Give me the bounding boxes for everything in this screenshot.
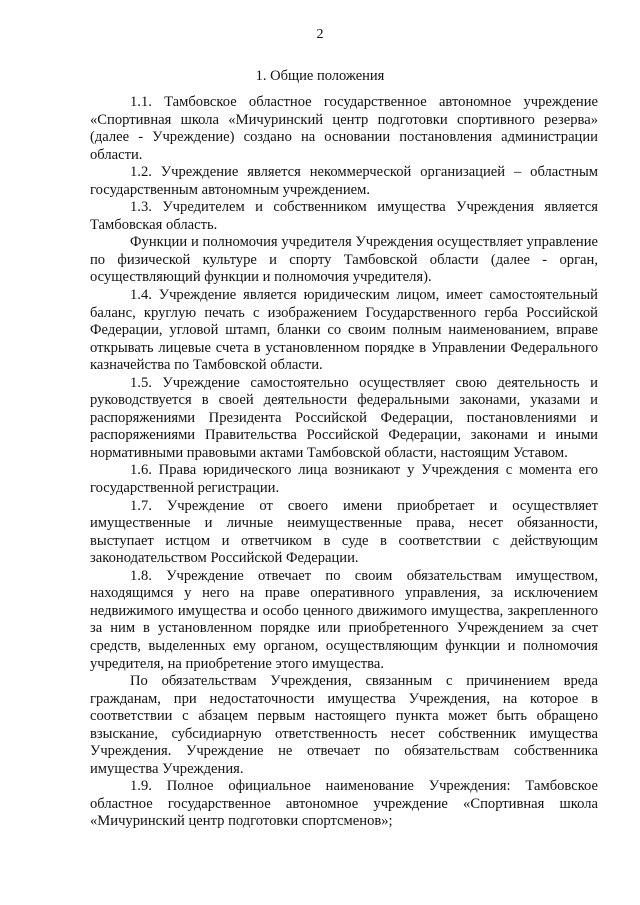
paragraph-1-8: 1.8. Учреждение отвечает по своим обязательствам имуществом, находящимся у него на праве оперативного управления, за исключением недвижимого имущества и особо ценного движимого имущества, закрепленного за ним в установленном порядке или приобретенного Учреждением за счет средств, выделенных ему органом, осуществляющим функции и полномочия учредителя, на приобретение этого имущества. [90,567,598,672]
paragraph-1-1: 1.1. Тамбовское областное государственное автономное учреждение «Спортивная школа «Мичуринский центр подготовки спортивного резерва» (далее - Учреждение) создано на основании постановления администрации области. [90,94,598,163]
paragraph-1-2: 1.2. Учреждение является некоммерческой организацией – областным государственным автономным учреждением. [90,164,598,198]
paragraph-founder-functions: Функции и полномочия учредителя Учреждения осуществляет управление по физической культуре и спорту Тамбовской области (далее - орган, осуществляющий функции и полномочия учредителя). [90,234,598,286]
paragraph-1-5: 1.5. Учреждение самостоятельно осуществляет свою деятельность и руководствуется в своей деятельности федеральными законами, указами и распоряжениями Президента Российской Федерации, постановлениями и распоряжениями Правительства Российской Федерации, законами и иными нормативными правовыми актами Тамбовской области, настоящим Уставом. [90,374,598,461]
paragraph-1-4: 1.4. Учреждение является юридическим лицом, имеет самостоятельный баланс, круглую печать с изображением Государственного герба Российской Федерации, угловой штамп, бланки со своим полным наименованием, вправе открывать лицевые счета в установленном порядке в Управлении Федерального казначейства по Тамбовской области. [90,287,598,374]
paragraph-1-3: 1.3. Учредителем и собственником имущества Учреждения является Тамбовская область. [90,199,598,233]
section-title: 1. Общие положения [255,68,385,84]
paragraph-1-7: 1.7. Учреждение от своего имени приобретает и осуществляет имущественные и личные неимущественные права, несет обязанности, выступает истцом и ответчиком в суде в соответствии с действующим законодательством Российской Федерации. [90,497,598,567]
paragraph-1-9: 1.9. Полное официальное наименование Учреждения: Тамбовское областное государственное автономное учреждение «Спортивная школа «Мичуринский центр подготовки спортсменов»; [90,778,598,830]
paragraph-liability: По обязательствам Учреждения, связанным с причинением вреда гражданам, при недостаточности имущества Учреждения, на которое в соответствии с абзацем первым настоящего пункта может быть обращено взыскание, субсидиарную ответственность несет собственник имущества Учреждения. Учреждение не отвечает по обязательствам собственника имущества Учреждения. [90,673,598,777]
paragraph-1-6: 1.6. Права юридического лица возникают у Учреждения с момента его государственной регистрации. [90,462,598,497]
document-body [90,94,598,831]
page-number: 2 [316,27,324,42]
